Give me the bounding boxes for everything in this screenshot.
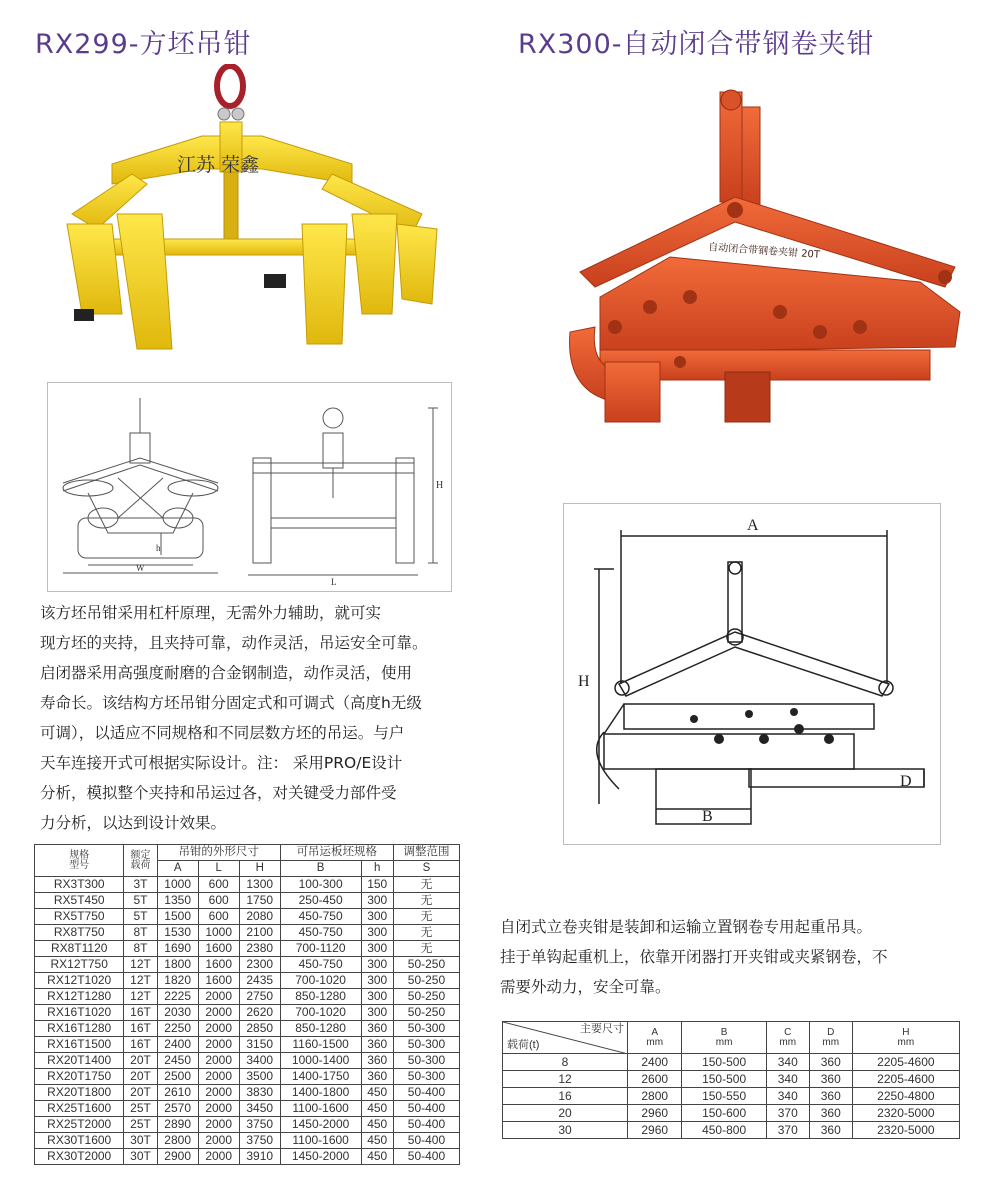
table-row [35,989,460,1005]
table-cell: 300 [361,957,393,973]
table-cell: 2600 [628,1071,682,1088]
table-cell: 1100-1600 [280,1133,361,1149]
table-cell: 2000 [198,989,239,1005]
table-cell: 1000-1400 [280,1053,361,1069]
table-cell: 3400 [239,1053,280,1069]
description-line: 需要外动力，安全可靠。 [500,978,671,996]
table-row [35,1037,460,1053]
header-a: A mm [628,1022,682,1054]
table-cell: 50-400 [393,1149,459,1165]
table-cell: 700-1120 [280,941,361,957]
description-line: 力分析，以达到设计效果。 [40,814,227,832]
table-cell: 450 [361,1149,393,1165]
table-cell: 250-450 [280,893,361,909]
dim-label-A: A [747,517,759,534]
table-cell: 2960 [628,1122,682,1139]
table-cell: 2000 [198,1101,239,1117]
header-hh: H [239,861,280,877]
table-cell: 2300 [239,957,280,973]
table-cell: 300 [361,941,393,957]
table-row [503,1105,960,1122]
table-cell: 2250-4800 [852,1088,959,1105]
table-cell: 50-300 [393,1069,459,1085]
table-cell: 8T [124,925,157,941]
table-cell: 1400-1750 [280,1069,361,1085]
table-row [35,1149,460,1165]
billet-tongs-spec-table [34,844,460,1165]
table-cell: 1300 [239,877,280,893]
table-cell: RX12T1020 [35,973,124,989]
billet-tongs-description [40,598,475,838]
table-cell: 300 [361,925,393,941]
table-cell: 100-300 [280,877,361,893]
table-cell: 850-1280 [280,989,361,1005]
header-c: C mm [766,1022,809,1054]
table-cell: 370 [766,1122,809,1139]
dim-label-B: B [702,808,713,825]
table-cell: 8T [124,941,157,957]
table-cell: 2000 [198,1053,239,1069]
table-cell: 12 [503,1071,628,1088]
table-cell: 700-1020 [280,973,361,989]
table-cell: 50-250 [393,957,459,973]
description-line: 该方坯吊钳采用杠杆原理，无需外力辅助，就可实 [40,604,382,622]
table-cell: RX30T1600 [35,1133,124,1149]
table-row [35,1133,460,1149]
table-cell: RX16T1500 [35,1037,124,1053]
table-cell: 2750 [239,989,280,1005]
table-cell: RX5T450 [35,893,124,909]
photo-model-label: 自动闭合带钢卷夹钳 20T [707,242,821,261]
table-cell: 450 [361,1117,393,1133]
table-row [35,1117,460,1133]
table-cell: 3500 [239,1069,280,1085]
dim-label-h: h [156,543,161,553]
table-cell: 2800 [628,1088,682,1105]
table-cell: RX30T2000 [35,1149,124,1165]
table-cell: RX8T750 [35,925,124,941]
table-cell: 50-400 [393,1133,459,1149]
coil-clamp-description [500,912,970,1002]
table-cell: 150 [361,877,393,893]
table-row [35,1085,460,1101]
table-cell: 450 [361,1101,393,1117]
table-cell: 1160-1500 [280,1037,361,1053]
table-cell: 450 [361,1133,393,1149]
dim-label-H: H [436,480,444,491]
table-cell: 450-750 [280,957,361,973]
table-cell: 20 [503,1105,628,1122]
table-cell: 1350 [157,893,198,909]
table-cell: 850-1280 [280,1021,361,1037]
table-cell: 600 [198,893,239,909]
table-cell: 2800 [157,1133,198,1149]
table-cell: 3150 [239,1037,280,1053]
table-row [35,973,460,989]
table-cell: 1500 [157,909,198,925]
table-cell: 30 [503,1122,628,1139]
table-cell: 150-550 [682,1088,766,1105]
table-cell: 300 [361,909,393,925]
table-cell: 3450 [239,1101,280,1117]
table-cell: 2400 [157,1037,198,1053]
table-cell: 360 [361,1037,393,1053]
description-line: 自闭式立卷夹钳是装卸和运输立置钢卷专用起重吊具。 [500,918,873,936]
table-cell: 2000 [198,1021,239,1037]
table-row [35,1021,460,1037]
header-b: B mm [682,1022,766,1054]
header-l: L [198,861,239,877]
coil-clamp-spec-table [502,1021,960,1139]
left-product-title: RX299-方坯吊钳 [35,29,252,60]
table-cell: 300 [361,973,393,989]
table-row [503,1054,960,1071]
table-cell: 8 [503,1054,628,1071]
table-cell: RX25T1600 [35,1101,124,1117]
table-cell: 5T [124,909,157,925]
table-header-row [35,845,460,861]
table-cell: 1800 [157,957,198,973]
table-cell: 2620 [239,1005,280,1021]
table-cell: RX16T1280 [35,1021,124,1037]
table-cell: 1600 [198,973,239,989]
header-a: A [157,861,198,877]
header-s: S [393,861,459,877]
table-cell: 360 [809,1071,852,1088]
table-cell: 600 [198,877,239,893]
table-cell: 25T [124,1101,157,1117]
table-cell: 300 [361,989,393,1005]
header-load: 额定 载荷 [124,845,157,877]
table-cell: 2000 [198,1005,239,1021]
table-cell: 50-400 [393,1085,459,1101]
billet-tongs-photo [52,64,447,364]
table-row [35,925,460,941]
table-cell: 2030 [157,1005,198,1021]
table-row [35,957,460,973]
table-row [35,1053,460,1069]
description-line: 分析，模拟整个夹持和吊运过各，对关键受力部件受 [40,784,397,802]
table-cell: RX25T2000 [35,1117,124,1133]
table-cell: 16T [124,1021,157,1037]
description-line: 启闭器采用高强度耐磨的合金钢制造，动作灵活，使用 [40,664,413,682]
table-cell: 1450-2000 [280,1149,361,1165]
table-cell: 2000 [198,1037,239,1053]
table-cell: 2000 [198,1133,239,1149]
table-cell: 16T [124,1037,157,1053]
table-cell: RX20T1800 [35,1085,124,1101]
table-cell: RX20T1750 [35,1069,124,1085]
header-model: 规格 型号 [35,845,124,877]
table-cell: 2000 [198,1085,239,1101]
table-cell: 2000 [198,1117,239,1133]
description-line: 天车连接开式可根据实际设计。注： 采用PRO/E设计 [40,754,403,772]
table-cell: 50-300 [393,1037,459,1053]
table-cell: 2500 [157,1069,198,1085]
table-cell: 2080 [239,909,280,925]
table-cell: 150-500 [682,1071,766,1088]
table-cell: 5T [124,893,157,909]
description-line: 寿命长。该结构方坯吊钳分固定式和可调式（高度h无级 [40,694,422,712]
table-cell: 2900 [157,1149,198,1165]
table-cell: RX12T1280 [35,989,124,1005]
table-cell: 2380 [239,941,280,957]
table-cell: 无 [393,941,459,957]
table-cell: 30T [124,1133,157,1149]
right-product-title: RX300-自动闭合带钢卷夹钳 [518,29,875,60]
table-cell: 12T [124,973,157,989]
table-cell: 1530 [157,925,198,941]
table-cell: 16 [503,1088,628,1105]
table-cell: 20T [124,1053,157,1069]
table-row [503,1122,960,1139]
table-cell: 30T [124,1149,157,1165]
table-cell: 450-800 [682,1122,766,1139]
table-row [35,1005,460,1021]
table-cell: 2890 [157,1117,198,1133]
table-cell: 3830 [239,1085,280,1101]
table-row [503,1071,960,1088]
table-cell: 50-300 [393,1053,459,1069]
table-row [503,1088,960,1105]
table-cell: RX12T750 [35,957,124,973]
table-header-row [503,1022,960,1054]
table-cell: 2400 [628,1054,682,1071]
header-diagonal-cell [503,1022,628,1054]
header-outer-dims: 吊钳的外形尺寸 [157,845,280,861]
table-cell: 3750 [239,1133,280,1149]
table-cell: 1000 [157,877,198,893]
table-cell: 1750 [239,893,280,909]
table-cell: 50-250 [393,989,459,1005]
table-cell: 1100-1600 [280,1101,361,1117]
table-cell: 360 [809,1122,852,1139]
header-load: 载荷(t) [507,1039,540,1051]
header-main-dims: 主要尺寸 [580,1023,624,1035]
table-cell: 360 [809,1054,852,1071]
table-cell: RX5T750 [35,909,124,925]
header-h: h [361,861,393,877]
table-cell: 700-1020 [280,1005,361,1021]
table-cell: 1600 [198,941,239,957]
table-cell: 300 [361,1005,393,1021]
table-cell: 2000 [198,1069,239,1085]
coil-clamp-drawing [563,503,941,845]
table-cell: 360 [361,1069,393,1085]
table-cell: 12T [124,957,157,973]
table-row [35,893,460,909]
table-cell: 2960 [628,1105,682,1122]
table-cell: 360 [361,1021,393,1037]
table-cell: RX16T1020 [35,1005,124,1021]
table-row [35,909,460,925]
table-cell: RX20T1400 [35,1053,124,1069]
table-cell: 2250 [157,1021,198,1037]
table-cell: 2450 [157,1053,198,1069]
table-cell: 150-600 [682,1105,766,1122]
table-cell: 2570 [157,1101,198,1117]
table-cell: 340 [766,1054,809,1071]
table-cell: 360 [361,1053,393,1069]
billet-tongs-drawing [47,382,452,592]
header-b: B [280,861,361,877]
table-cell: 3T [124,877,157,893]
description-line: 可调），以适应不同规格和不同层数方坯的吊运。与户 [40,724,405,742]
table-cell: 3910 [239,1149,280,1165]
header-billet-spec: 可吊运板坯规格 [280,845,393,861]
table-cell: 2850 [239,1021,280,1037]
table-cell: 1600 [198,957,239,973]
table-cell: 50-250 [393,1005,459,1021]
table-cell: 无 [393,893,459,909]
dim-label-L: L [331,577,337,587]
table-cell: 450-750 [280,909,361,925]
header-h: H mm [852,1022,959,1054]
table-cell: 1000 [198,925,239,941]
table-cell: 1820 [157,973,198,989]
table-cell: 20T [124,1085,157,1101]
table-row [35,877,460,893]
table-cell: 370 [766,1105,809,1122]
table-row [35,941,460,957]
table-cell: 50-400 [393,1117,459,1133]
dim-label-D: D [900,773,912,790]
table-cell: 2000 [198,1149,239,1165]
table-row [35,1101,460,1117]
table-cell: 无 [393,877,459,893]
table-cell: 16T [124,1005,157,1021]
table-cell: 50-400 [393,1101,459,1117]
table-cell: 2205-4600 [852,1071,959,1088]
photo-brand-label: 江苏 荣鑫 [177,154,260,176]
description-line: 挂于单钩起重机上，依靠开闭器打开夹钳或夹紧钢卷，不 [500,948,888,966]
table-cell: RX8T1120 [35,941,124,957]
header-d: D mm [809,1022,852,1054]
table-cell: 25T [124,1117,157,1133]
table-cell: 1400-1800 [280,1085,361,1101]
table-cell: 340 [766,1088,809,1105]
dim-label-w: W [136,563,145,573]
table-cell: 600 [198,909,239,925]
table-cell: 无 [393,909,459,925]
dim-label-H-right: H [578,673,590,690]
table-cell: 无 [393,925,459,941]
table-cell: 360 [809,1088,852,1105]
table-cell: 2320-5000 [852,1105,959,1122]
table-cell: 2225 [157,989,198,1005]
table-cell: 50-250 [393,973,459,989]
table-cell: 450 [361,1085,393,1101]
table-cell: 2435 [239,973,280,989]
table-cell: 2610 [157,1085,198,1101]
table-cell: 2320-5000 [852,1122,959,1139]
coil-clamp-photo [560,82,970,432]
table-cell: 300 [361,893,393,909]
table-cell: 150-500 [682,1054,766,1071]
table-cell: 360 [809,1105,852,1122]
table-cell: 12T [124,989,157,1005]
table-cell: 3750 [239,1117,280,1133]
table-row [35,1069,460,1085]
table-cell: 2205-4600 [852,1054,959,1071]
header-adjust: 调整范围 [393,845,459,861]
table-cell: 2100 [239,925,280,941]
table-cell: 20T [124,1069,157,1085]
description-line: 现方坯的夹持，且夹持可靠，动作灵活，吊运安全可靠。 [40,634,428,652]
table-cell: RX3T300 [35,877,124,893]
table-cell: 1450-2000 [280,1117,361,1133]
table-cell: 1690 [157,941,198,957]
table-cell: 50-300 [393,1021,459,1037]
table-cell: 340 [766,1071,809,1088]
table-cell: 450-750 [280,925,361,941]
